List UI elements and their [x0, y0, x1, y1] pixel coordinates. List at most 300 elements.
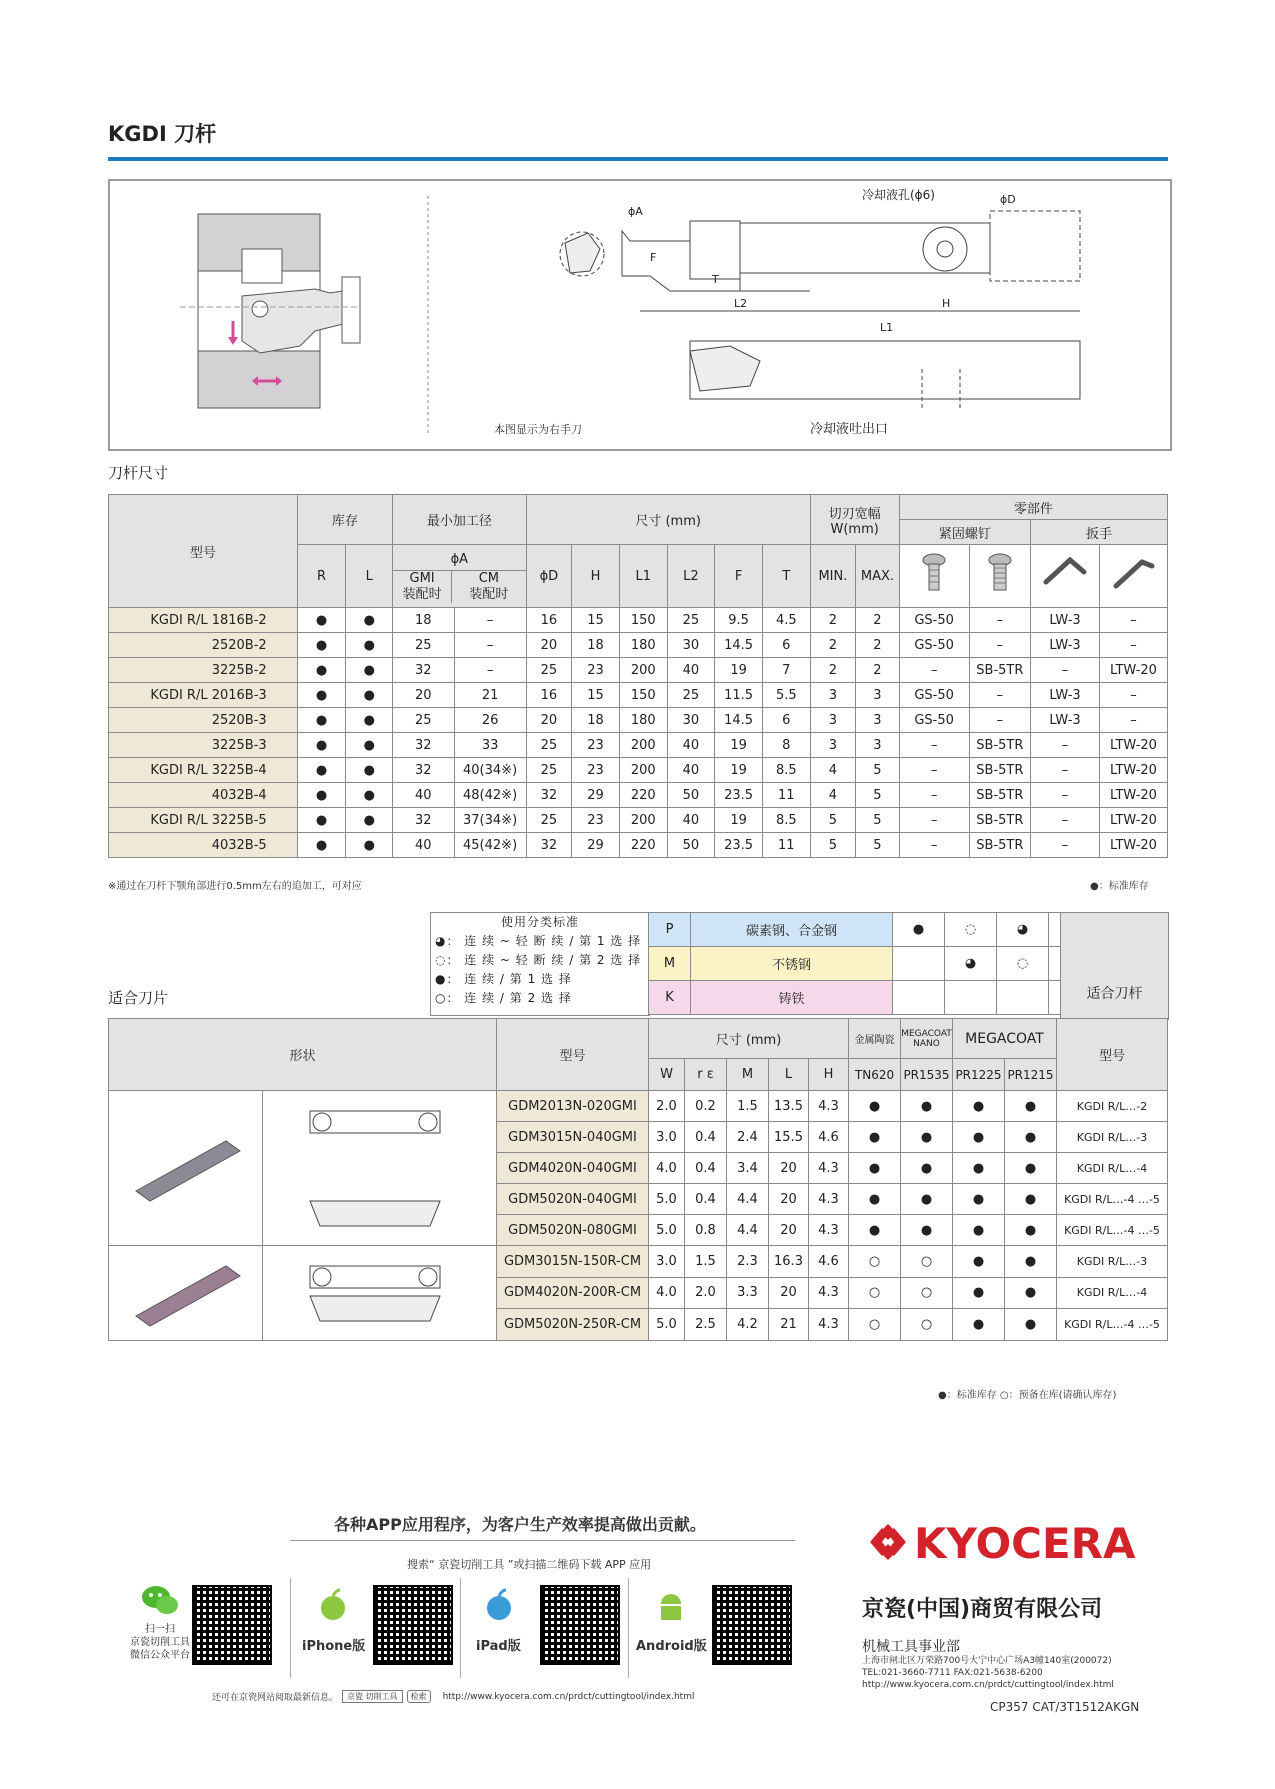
table-cell: ●: [953, 1153, 1005, 1184]
table-cell: 3.0: [649, 1246, 685, 1278]
model-cell: 2520B-2: [109, 633, 298, 658]
col-R: R: [297, 545, 346, 608]
table-cell: ●: [346, 708, 393, 733]
table-cell: ○: [901, 1246, 953, 1278]
table-cell: 48(42※): [454, 783, 526, 808]
department: 机械工具事业部: [862, 1639, 960, 1655]
insert-section-title: 适合刀片: [108, 989, 169, 1007]
table-cell: ●: [346, 808, 393, 833]
table-cell: 20: [769, 1153, 809, 1184]
table-cell: 50: [667, 833, 715, 858]
holder-section-title: 刀杆尺寸: [108, 464, 169, 482]
wrench-lw-icon: [1031, 545, 1100, 608]
table-cell: 5: [810, 808, 856, 833]
insert-table: [108, 1018, 1168, 1341]
table-cell: ●: [953, 1122, 1005, 1153]
holder-match-cell: KGDI R/L…-4 …-5: [1057, 1184, 1168, 1215]
android-label: Android版: [636, 1639, 707, 1654]
table-cell: 2: [810, 658, 856, 683]
table-cell: LW-3: [1031, 708, 1100, 733]
table-cell: ○: [849, 1277, 901, 1309]
insert-model-cell: GDM2013N-020GMI: [497, 1091, 649, 1122]
table-cell: ●: [953, 1184, 1005, 1215]
col-stock: 库存: [297, 495, 392, 545]
table-cell: –: [969, 608, 1030, 633]
android-qr-code: [712, 1585, 792, 1665]
table-cell: 11: [762, 783, 810, 808]
usage-mark: ◕: [997, 913, 1049, 947]
table-cell: 19: [715, 808, 763, 833]
table-cell: –: [899, 658, 969, 683]
search-button[interactable]: 检索: [407, 1690, 431, 1703]
table-cell: LTW-20: [1099, 783, 1167, 808]
table-cell: SB-5TR: [969, 808, 1030, 833]
table-cell: 29: [572, 783, 620, 808]
apple-icon: [318, 1588, 348, 1626]
col-L: L: [346, 545, 393, 608]
table-cell: –: [1031, 658, 1100, 683]
table-cell: ●: [297, 683, 346, 708]
table-cell: ●: [297, 833, 346, 858]
footer-headline: 各种APP应用程序，为客户生产效率提高做出贡献。: [334, 1515, 706, 1534]
table-cell: 40: [393, 783, 454, 808]
label-L2: L2: [734, 297, 748, 310]
table-cell: ●: [346, 608, 393, 633]
col-max: MAX.: [856, 545, 899, 608]
table-cell: 20: [769, 1184, 809, 1215]
table-cell: ●: [297, 633, 346, 658]
table-cell: 4.0: [649, 1153, 685, 1184]
material-code: M: [649, 947, 691, 981]
table-cell: ●: [297, 808, 346, 833]
screw-sb-icon: [969, 545, 1030, 608]
divider: [628, 1578, 629, 1678]
web-url[interactable]: http://www.kyocera.com.cn/prdct/cuttingtool/index.html: [442, 1691, 695, 1702]
table-cell: 220: [619, 833, 667, 858]
insert-model-cell: GDM4020N-040GMI: [497, 1153, 649, 1184]
table-cell: 180: [619, 708, 667, 733]
table-cell: 8.5: [762, 808, 810, 833]
table-cell: ●: [1005, 1184, 1057, 1215]
table-cell: ●: [346, 833, 393, 858]
table-cell: 5.0: [649, 1184, 685, 1215]
material-row: [649, 913, 1099, 947]
table-cell: 25: [667, 683, 715, 708]
table-row: [109, 683, 1168, 708]
col-parts: 零部件: [899, 495, 1167, 520]
table-cell: 4.6: [809, 1246, 849, 1278]
table-cell: 21: [454, 683, 526, 708]
table-cell: 11.5: [715, 683, 763, 708]
holder-match-cell: KGDI R/L…-3: [1057, 1122, 1168, 1153]
table-row: [109, 758, 1168, 783]
model-cell: KGDI R/L 2016B-3: [109, 683, 298, 708]
table-cell: ●: [1005, 1215, 1057, 1246]
table-cell: 23: [572, 658, 620, 683]
table-cell: 32: [393, 808, 454, 833]
table-cell: –: [899, 733, 969, 758]
table-cell: 4.5: [762, 608, 810, 633]
table-cell: 30: [667, 633, 715, 658]
table-cell: 20: [526, 633, 572, 658]
table-cell: 1.5: [685, 1246, 727, 1278]
insert-model-cell: GDM3015N-040GMI: [497, 1122, 649, 1153]
table-cell: ●: [346, 658, 393, 683]
material-name: 碳素钢、合金钢: [691, 913, 893, 947]
table-cell: 20: [769, 1277, 809, 1309]
table-cell: 200: [619, 758, 667, 783]
table-cell: GS-50: [899, 633, 969, 658]
table-cell: –: [969, 633, 1030, 658]
table-cell: 2: [810, 608, 856, 633]
col-phiA: ϕA GMI 装配时 CM 装配时: [393, 545, 527, 608]
table-cell: 11: [762, 833, 810, 858]
table-cell: 25: [526, 658, 572, 683]
label-F: F: [650, 251, 657, 264]
table-cell: –: [1031, 783, 1100, 808]
holder-drawing-svg: [110, 181, 1170, 449]
table-cell: 29: [572, 833, 620, 858]
table-cell: LW-3: [1031, 608, 1100, 633]
table-cell: 4.3: [809, 1309, 849, 1341]
col-width: 切刃宽幅 W(mm): [810, 495, 899, 545]
material-name: 铸铁: [691, 981, 893, 1015]
col-phiD: ϕD: [526, 545, 572, 608]
table-cell: 14.5: [715, 708, 763, 733]
table-cell: ●: [901, 1215, 953, 1246]
table-cell: –: [899, 758, 969, 783]
table-cell: 25: [393, 708, 454, 733]
table-cell: 25: [526, 758, 572, 783]
table-cell: 4.2: [727, 1309, 769, 1341]
table-cell: 14.5: [715, 633, 763, 658]
table-cell: 200: [619, 808, 667, 833]
table-cell: 40: [667, 658, 715, 683]
table-row: [109, 658, 1168, 683]
table-cell: –: [969, 708, 1030, 733]
table-cell: 4: [810, 758, 856, 783]
table-cell: 5.0: [649, 1215, 685, 1246]
table-cell: 40: [667, 758, 715, 783]
table-cell: 2: [856, 658, 899, 683]
table-cell: 33: [454, 733, 526, 758]
table-cell: SB-5TR: [969, 733, 1030, 758]
company-name: 京瓷(中国)商贸有限公司: [862, 1597, 1103, 1622]
usage-legend-title: 使用分类标准: [500, 915, 579, 929]
page-title: KGDI 刀杆: [108, 122, 217, 146]
table-cell: 0.2: [685, 1091, 727, 1122]
table-cell: LTW-20: [1099, 833, 1167, 858]
col-grade: TN620: [849, 1059, 901, 1091]
model-cell: KGDI R/L 1816B-2: [109, 608, 298, 633]
label-coolant-outlet: 冷却液吐出口: [810, 422, 889, 437]
table-cell: 25: [526, 808, 572, 833]
technical-drawing: [108, 179, 1172, 451]
table-cell: ●: [346, 758, 393, 783]
catalog-number: CP357 CAT/3T1512AKGN: [990, 1700, 1140, 1714]
col-cermet: 金属陶瓷: [849, 1019, 901, 1059]
wechat-label: 扫一扫 京瓷切削工具 微信公众平台: [130, 1624, 190, 1661]
table-cell: GS-50: [899, 608, 969, 633]
col-holder: 型号: [1057, 1019, 1168, 1091]
table-cell: –: [899, 808, 969, 833]
table-cell: 150: [619, 683, 667, 708]
insert-model-cell: GDM5020N-040GMI: [497, 1184, 649, 1215]
col-H: H: [572, 545, 620, 608]
table-cell: 37(34※): [454, 808, 526, 833]
suitable-holder-header: 适合刀杆: [1060, 912, 1169, 1020]
table-row: [109, 808, 1168, 833]
table-cell: –: [1031, 833, 1100, 858]
table-cell: 16: [526, 608, 572, 633]
table-cell: 4.6: [809, 1122, 849, 1153]
table-cell: ●: [901, 1091, 953, 1122]
table-cell: 2: [810, 633, 856, 658]
web-note-row: [212, 1690, 694, 1703]
table-cell: ●: [849, 1215, 901, 1246]
table-cell: ●: [297, 708, 346, 733]
model-cell: 2520B-3: [109, 708, 298, 733]
table-cell: ●: [849, 1122, 901, 1153]
table-cell: ●: [953, 1277, 1005, 1309]
table-cell: 32: [526, 783, 572, 808]
insert-model-cell: GDM3015N-150R-CM: [497, 1246, 649, 1278]
table-cell: 4.4: [727, 1215, 769, 1246]
col-L2: L2: [667, 545, 715, 608]
table-cell: 40: [667, 808, 715, 833]
usage-legend-line: ◌： 连 续 ~ 轻 断 续 / 第 2 选 择: [435, 953, 642, 967]
usage-legend-line: ○： 连 续 / 第 2 选 择: [435, 991, 572, 1005]
table-cell: 20: [526, 708, 572, 733]
table-cell: 19: [715, 658, 763, 683]
table-cell: 30: [667, 708, 715, 733]
material-code: K: [649, 981, 691, 1015]
table-cell: 15.5: [769, 1122, 809, 1153]
table-cell: 2.0: [685, 1277, 727, 1309]
label-L1: L1: [880, 321, 894, 334]
table-cell: ●: [953, 1091, 1005, 1122]
insert-model-cell: GDM5020N-080GMI: [497, 1215, 649, 1246]
mounting-sketch: [180, 214, 360, 408]
table-cell: 20: [393, 683, 454, 708]
table-cell: 18: [572, 708, 620, 733]
usage-legend-line: ●： 连 续 / 第 1 选 择: [435, 972, 572, 986]
table-row: [109, 633, 1168, 658]
table-cell: SB-5TR: [969, 658, 1030, 683]
table-cell: 220: [619, 783, 667, 808]
col-grade: PR1215: [1005, 1059, 1057, 1091]
table-cell: 40: [667, 733, 715, 758]
col-grade: PR1225: [953, 1059, 1005, 1091]
table-cell: ●: [1005, 1153, 1057, 1184]
table-cell: 19: [715, 758, 763, 783]
table-row: [109, 833, 1168, 858]
table-cell: 6: [762, 708, 810, 733]
table-cell: 25: [667, 608, 715, 633]
col-M: M: [727, 1059, 769, 1091]
table-cell: 3: [810, 683, 856, 708]
table-cell: 180: [619, 633, 667, 658]
table-cell: 0.4: [685, 1184, 727, 1215]
table-cell: 150: [619, 608, 667, 633]
table-cell: 40(34※): [454, 758, 526, 783]
table-cell: 5.5: [762, 683, 810, 708]
table-cell: 32: [393, 658, 454, 683]
table-cell: 0.4: [685, 1122, 727, 1153]
table-cell: 20: [769, 1215, 809, 1246]
table-row: [109, 783, 1168, 808]
table-cell: ●: [1005, 1277, 1057, 1309]
table-cell: 25: [393, 633, 454, 658]
holder-table-body: [109, 608, 1168, 858]
insert-photo: [109, 1091, 263, 1246]
col-gmi: GMI 装配时: [393, 571, 452, 603]
table-cell: 0.4: [685, 1153, 727, 1184]
footer-divider: [290, 1540, 795, 1541]
table-cell: LTW-20: [1099, 758, 1167, 783]
table-cell: 4.3: [809, 1277, 849, 1309]
table-cell: ●: [901, 1153, 953, 1184]
brand-wordmark: KYOCERA: [914, 1519, 1136, 1568]
table-cell: 23: [572, 758, 620, 783]
usage-mark: [997, 981, 1049, 1015]
table-row: [109, 708, 1168, 733]
table-cell: ●: [1005, 1246, 1057, 1278]
table-cell: 50: [667, 783, 715, 808]
table-cell: 25: [526, 733, 572, 758]
table-cell: 2: [856, 633, 899, 658]
table-cell: ●: [953, 1246, 1005, 1278]
table-cell: 4.3: [809, 1184, 849, 1215]
table-cell: 4: [810, 783, 856, 808]
table-cell: LTW-20: [1099, 733, 1167, 758]
table-cell: 2.3: [727, 1246, 769, 1278]
table-cell: 4.3: [809, 1153, 849, 1184]
col-min-dia: 最小加工径: [393, 495, 527, 545]
table-cell: ●: [297, 658, 346, 683]
table-cell: GS-50: [899, 708, 969, 733]
col-F: F: [715, 545, 763, 608]
table-cell: –: [454, 658, 526, 683]
table-cell: 2: [856, 608, 899, 633]
col-Lr: L: [769, 1059, 809, 1091]
col-re: r ε: [685, 1059, 727, 1091]
col-insert-model: 型号: [497, 1019, 649, 1091]
material-class-table: [648, 912, 1099, 1015]
table-cell: ○: [901, 1277, 953, 1309]
insert-model-cell: GDM4020N-200R-CM: [497, 1277, 649, 1309]
table-cell: 5.0: [649, 1309, 685, 1341]
table-cell: 15: [572, 608, 620, 633]
usage-mark: ◕: [945, 947, 997, 981]
table-cell: ●: [297, 783, 346, 808]
table-cell: –: [899, 783, 969, 808]
table-cell: 3.3: [727, 1277, 769, 1309]
table-cell: 3: [856, 708, 899, 733]
table-cell: 5: [856, 783, 899, 808]
col-W: W: [649, 1059, 685, 1091]
holder-footnote: ※通过在刀杆下颚角部进行0.5mm左右的追加工，可对应: [108, 881, 362, 892]
col-insert-dims: 尺寸 (mm): [649, 1019, 849, 1059]
model-cell: 4032B-5: [109, 833, 298, 858]
col-shape: 形状: [109, 1019, 497, 1091]
table-cell: 6: [762, 633, 810, 658]
table-cell: 21: [769, 1309, 809, 1341]
table-cell: 16: [526, 683, 572, 708]
table-cell: 18: [393, 608, 454, 633]
label-phiD: ϕD: [1000, 193, 1016, 206]
model-cell: 3225B-2: [109, 658, 298, 683]
title-underline: [108, 157, 1168, 161]
holder-match-cell: KGDI R/L…-2: [1057, 1091, 1168, 1122]
table-cell: ●: [849, 1153, 901, 1184]
table-cell: 8.5: [762, 758, 810, 783]
table-cell: ○: [901, 1309, 953, 1341]
material-name: 不锈钢: [691, 947, 893, 981]
usage-legend-line: ◕： 连 续 ~ 轻 断 续 / 第 1 选 择: [435, 934, 642, 948]
usage-mark: [893, 947, 945, 981]
table-cell: LTW-20: [1099, 658, 1167, 683]
ipad-qr-code: [540, 1585, 620, 1665]
table-cell: –: [1099, 683, 1167, 708]
table-cell: SB-5TR: [969, 833, 1030, 858]
table-cell: 5: [856, 758, 899, 783]
web-note: 还可在京瓷网站阅取最新信息。: [212, 1693, 339, 1703]
col-megacoat: MEGACOAT: [953, 1019, 1057, 1059]
table-cell: ●: [953, 1309, 1005, 1341]
kyocera-logo: [862, 1512, 1142, 1572]
table-cell: –: [1099, 608, 1167, 633]
material-code: P: [649, 913, 691, 947]
table-cell: 9.5: [715, 608, 763, 633]
screw-gs-icon: [899, 545, 969, 608]
table-cell: LTW-20: [1099, 808, 1167, 833]
iphone-qr-code: [373, 1585, 453, 1665]
table-cell: 32: [393, 733, 454, 758]
table-cell: 3.4: [727, 1153, 769, 1184]
col-T: T: [762, 545, 810, 608]
col-wrench: 扳手: [1031, 520, 1168, 545]
table-cell: ○: [849, 1309, 901, 1341]
footer-search-note: 搜索“ 京瓷切削工具 ”或扫描二维码下载 APP 应用: [407, 1558, 652, 1571]
bar-drawing: [560, 211, 1080, 411]
table-cell: 32: [393, 758, 454, 783]
col-screw: 紧固螺钉: [899, 520, 1030, 545]
col-model: 型号: [109, 495, 298, 608]
insert-row: [109, 1091, 1168, 1122]
table-cell: ●: [901, 1184, 953, 1215]
table-cell: –: [1099, 633, 1167, 658]
wechat-qr-code: [192, 1585, 272, 1665]
table-cell: 23.5: [715, 833, 763, 858]
table-cell: ●: [901, 1122, 953, 1153]
holder-match-cell: KGDI R/L…-3: [1057, 1246, 1168, 1278]
search-box[interactable]: 京瓷 切削工具: [342, 1690, 403, 1703]
model-cell: KGDI R/L 3225B-4: [109, 758, 298, 783]
table-cell: 2.0: [649, 1091, 685, 1122]
table-cell: –: [1031, 733, 1100, 758]
table-cell: ●: [346, 733, 393, 758]
wechat-icon: [140, 1583, 180, 1621]
holder-table: [108, 494, 1168, 858]
table-cell: ●: [1005, 1122, 1057, 1153]
label-T: T: [712, 273, 719, 286]
usage-mark: ●: [893, 913, 945, 947]
table-cell: ●: [1005, 1091, 1057, 1122]
col-grade: PR1535: [901, 1059, 953, 1091]
table-cell: ●: [346, 633, 393, 658]
table-cell: 200: [619, 658, 667, 683]
